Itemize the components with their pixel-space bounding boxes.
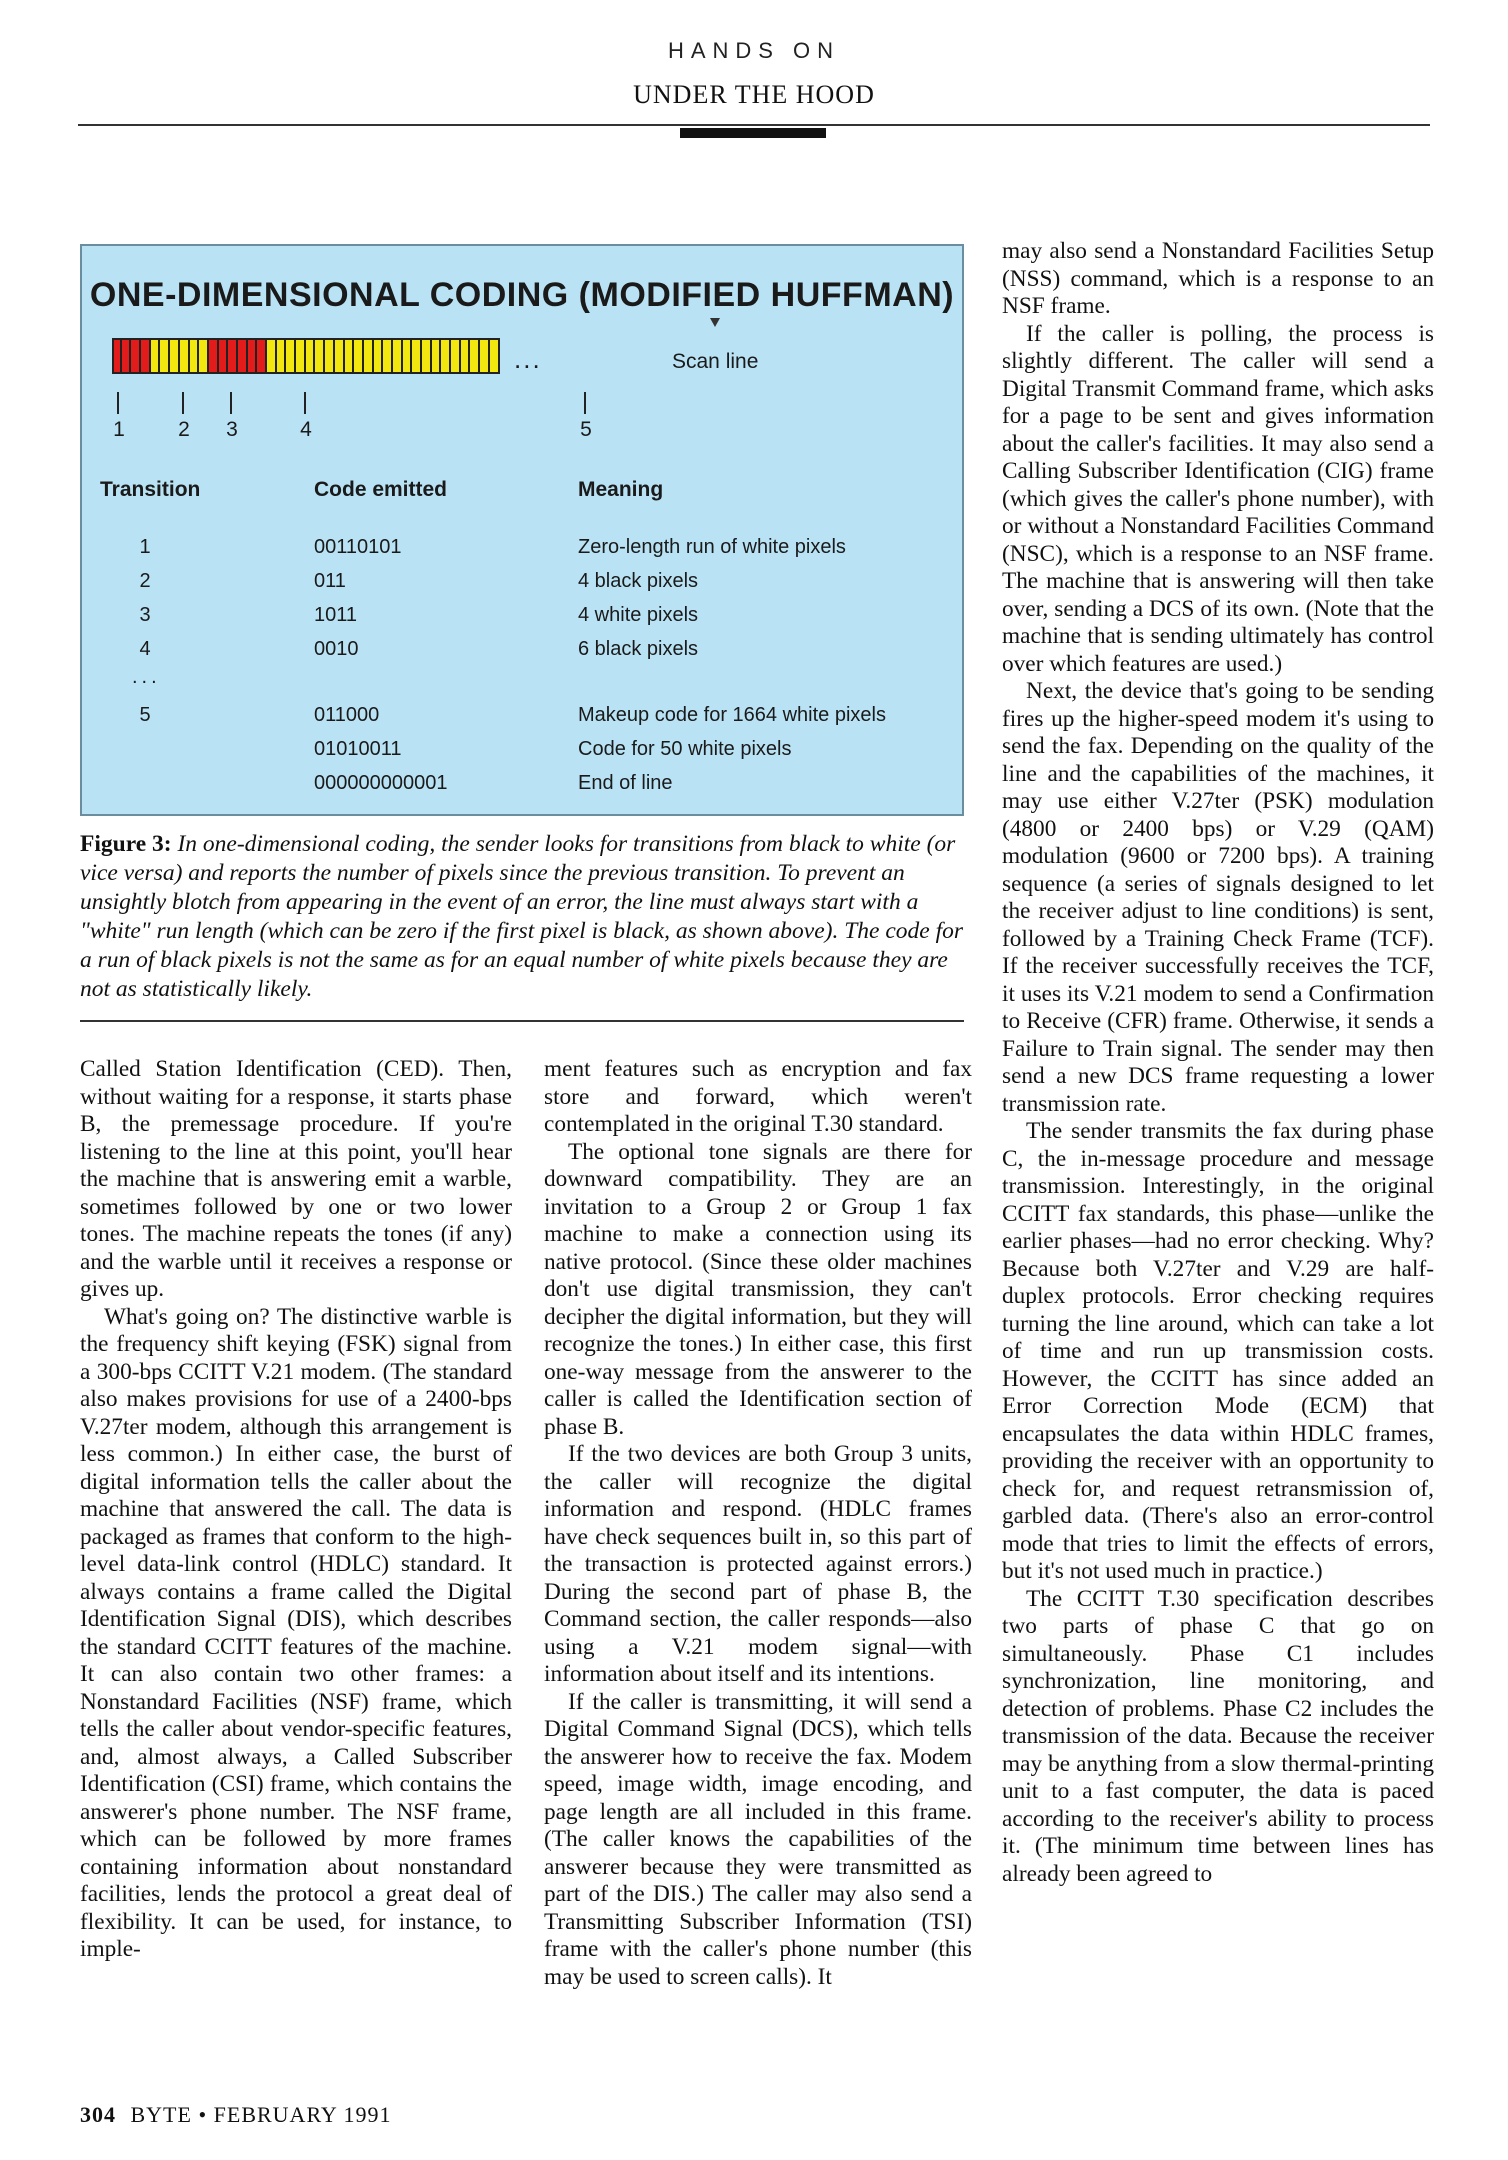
pixel-cell bbox=[306, 338, 316, 374]
pixel-cell bbox=[470, 338, 480, 374]
pixel-cell bbox=[141, 338, 151, 374]
row-meaning: Zero-length run of white pixels bbox=[578, 536, 846, 558]
header-meaning: Meaning bbox=[578, 478, 664, 501]
row-gap-ellipsis: ... bbox=[132, 666, 161, 688]
pixel-cell bbox=[335, 338, 345, 374]
row-meaning: End of line bbox=[578, 772, 673, 794]
pixel-cell bbox=[441, 338, 451, 374]
paragraph: If the caller is transmitting, it will send a Digital Command Signal (DCS), which tells the answerer how to receive the fax. Modem speed, image width, image encoding, and page length are all included in this frame. (The caller knows the capabilities of the answerer because they were transmitted as part of the DIS.) The caller may also send a Transmitting Subscriber Information (TSI) frame with the caller's phone number (this may be used to screen calls). It bbox=[544, 1688, 972, 1990]
row-meaning: 4 white pixels bbox=[578, 604, 699, 626]
paragraph: If the two devices are both Group 3 units, the caller will recognize the digital information and respond. (HDLC frames have check sequences built in, so this part of the transaction is protected against errors.) During the second part of phase B, the Command section, the caller responds—also using a V.21 modem signal—with information about itself and its intentions. bbox=[544, 1441, 972, 1687]
table-row bbox=[82, 772, 962, 802]
pixel-cell bbox=[228, 338, 238, 374]
pixel-cell bbox=[315, 338, 325, 374]
row-code: 0010 bbox=[314, 638, 359, 660]
pixel-cell bbox=[277, 338, 287, 374]
pixel-cell bbox=[480, 338, 490, 374]
tick-label: 2 bbox=[178, 418, 190, 441]
paragraph: If the caller is polling, the process is slightly different. The caller will send a Digital Transmit Command frame, which asks for a page to be sent and gives information about the caller's facilities. It may also send a Calling Subscriber Identification (CIG) frame (which gives the caller's phone number), with or without a Nonstandard Facilities Command (NSC), which is a response to an NSF frame. The machine that is answering will then take over, sending a DCS of its own. (Note that the machine that is sending ultimately has control over which features are used.) bbox=[1002, 320, 1434, 677]
scan-line-label: Scan line bbox=[672, 350, 759, 373]
transition-tick bbox=[304, 392, 306, 414]
scan-arrow-icon bbox=[710, 318, 720, 327]
paragraph: The optional tone signals are there for downward compatibility. They are an invitation to a Group 2 or Group 1 fax machine to make a connection using its native protocol. (Since these older machines don't use digital transmission, they can't decipher the digital information, but they will recognize the tones.) In either case, this first one-way message from the answerer to the caller is called the Identification section of phase B. bbox=[544, 1138, 972, 1440]
pixel-cell bbox=[219, 338, 229, 374]
pixel-cell bbox=[209, 338, 219, 374]
pixel-cell bbox=[238, 338, 248, 374]
row-code: 1011 bbox=[314, 604, 358, 626]
pixel-cell bbox=[432, 338, 442, 374]
pixel-cell bbox=[112, 338, 122, 374]
tick-label: 4 bbox=[300, 418, 312, 441]
transition-tick bbox=[230, 392, 232, 414]
scan-ellipsis: ... bbox=[514, 344, 542, 374]
figure-title: ONE-DIMENSIONAL CODING (MODIFIED HUFFMAN) bbox=[89, 276, 955, 314]
paragraph: ment features such as encryption and fax store and forward, which weren't contemplated in the original T.30 standard. bbox=[544, 1056, 972, 1137]
header-transition: Transition bbox=[100, 478, 201, 501]
table-row bbox=[82, 738, 962, 768]
pixel-cell bbox=[393, 338, 403, 374]
pixel-cell bbox=[325, 338, 335, 374]
pixel-cell bbox=[490, 338, 500, 374]
pixel-cell bbox=[374, 338, 384, 374]
row-code: 01010011 bbox=[314, 738, 402, 760]
scan-line-pixels bbox=[112, 338, 500, 374]
column-2 bbox=[544, 1056, 972, 1991]
paragraph: Called Station Identification (CED). Then, without waiting for a response, it starts phase B, the premessage procedure. If you're listening to the line at this point, you'll hear the machine that is answering emit a warble, sometimes followed by one or two lower tones. The machine repeats the tones (if any) and the warble until it receives a response or gives up. bbox=[80, 1056, 512, 1302]
row-meaning: Makeup code for 1664 white pixels bbox=[578, 704, 886, 726]
table-row bbox=[82, 604, 962, 634]
paragraph: The sender transmits the fax during phase C, the in-message procedure and message transmission. Interestingly, in the original CCITT fax standards, this phase—unlike the earlier phases—had no error checking. Why? Because both V.27ter and V.29 are half-duplex protocols. Error checking requires turning the line around, which can take a lot of time and run up transmission costs. However, the CCITT has since added an Error Correction Mode (ECM) that encapsulates the data within HDLC frames, providing the receiver with an opportunity to check for, and request retransmission of, garbled data. (There's also an error-control mode that tries to limit the effects of errors, but it's not used much in practice.) bbox=[1002, 1118, 1434, 1584]
transition-tick bbox=[584, 392, 586, 414]
pixel-cell bbox=[354, 338, 364, 374]
paragraph: may also send a Nonstandard Facilities Setup (NSS) command, which is a response to an NSF frame. bbox=[1002, 238, 1434, 319]
table-row bbox=[82, 704, 962, 734]
row-meaning: Code for 50 white pixels bbox=[578, 738, 792, 760]
magazine-issue: BYTE • FEBRUARY 1991 bbox=[130, 2102, 392, 2127]
pixel-cell bbox=[451, 338, 461, 374]
paragraph: What's going on? The distinctive warble is the frequency shift keying (FSK) signal from a 300-bps CCITT V.21 modem. (The standard also makes provisions for use of a 2400-bps V.27ter modem, although this arrangement is less common.) In either case, the burst of digital information tells the caller about the machine that answered the call. The data is packaged as frames that conform to the high-level data-link control (HDLC) standard. It always contains a frame called the Digital Identification Signal (DIS), which describes the standard CCITT features of the machine. It can also contain two other frames: a Nonstandard Facilities (NSF) frame, which tells the caller about vendor-specific features, and, almost always, a Called Subscriber Identification (CSI) frame, which contains the answerer's phone number. The NSF frame, which can be followed by more frames containing information about nonstandard facilities, lends the protocol a great deal of flexibility. It can be used, for instance, to imple- bbox=[80, 1303, 512, 1962]
subsection-header: UNDER THE HOOD bbox=[633, 80, 875, 109]
caption-text: In one-dimensional coding, the sender looks for transitions from black to white (or vice versa) and reports the number of pixels since the previous transition. To prevent an unsightly blotch from appearing in the event of an error, the line must always start with a "white" run length (which can be zero if the first pixel is black, as shown above). The code for a run of black pixels is not the same as for an equal number of white pixels because they are not as statistically likely. bbox=[80, 831, 964, 1002]
pixel-cell bbox=[160, 338, 170, 374]
table-row bbox=[82, 638, 962, 668]
page-footer bbox=[80, 2102, 391, 2128]
pixel-cell bbox=[190, 338, 200, 374]
pixel-cell bbox=[248, 338, 258, 374]
tick-label: 3 bbox=[226, 418, 238, 441]
figure-3 bbox=[80, 244, 964, 816]
paragraph: The CCITT T.30 specification describes two parts of phase C that go on simultaneously. Phase C1 includes synchronization, line monitoring, and detection of problems. Phase C2 includes the transmission of the data. Because the receiver may be anything from a slow thermal-printing unit to a fast computer, the data is paced according to the receiver's ability to process it. (The minimum time between lines has already been agreed to bbox=[1002, 1585, 1434, 1887]
caption-rule bbox=[80, 1020, 964, 1022]
header-code: Code emitted bbox=[314, 478, 448, 501]
pixel-cell bbox=[461, 338, 471, 374]
transition-tick bbox=[117, 392, 119, 414]
transition-tick bbox=[182, 392, 184, 414]
pixel-cell bbox=[296, 338, 306, 374]
row-transition: 3 bbox=[139, 604, 151, 626]
column-1 bbox=[80, 1056, 512, 1964]
table-row bbox=[82, 536, 962, 566]
row-transition: 1 bbox=[139, 536, 151, 558]
pixel-cell bbox=[364, 338, 374, 374]
pixel-cell bbox=[257, 338, 267, 374]
pixel-cell bbox=[151, 338, 161, 374]
tick-label: 5 bbox=[580, 418, 592, 441]
pixel-cell bbox=[199, 338, 209, 374]
tick-label: 1 bbox=[113, 418, 125, 441]
row-code: 000000000001 bbox=[314, 772, 448, 794]
row-meaning: 4 black pixels bbox=[578, 570, 699, 592]
header-rule bbox=[78, 124, 1430, 126]
row-transition: 4 bbox=[139, 638, 151, 660]
pixel-cell bbox=[170, 338, 180, 374]
header-bar bbox=[680, 128, 826, 138]
row-transition: 2 bbox=[139, 570, 151, 592]
row-transition: 5 bbox=[139, 704, 151, 726]
pixel-cell bbox=[412, 338, 422, 374]
pixel-cell bbox=[180, 338, 190, 374]
pixel-cell bbox=[403, 338, 413, 374]
pixel-cell bbox=[422, 338, 432, 374]
pixel-cell bbox=[267, 338, 277, 374]
page-number: 304 bbox=[80, 2102, 116, 2127]
pixel-cell bbox=[345, 338, 355, 374]
row-meaning: 6 black pixels bbox=[578, 638, 699, 660]
row-code: 00110101 bbox=[314, 536, 402, 558]
row-code: 011 bbox=[314, 570, 346, 592]
pixel-cell bbox=[122, 338, 132, 374]
table-row bbox=[82, 570, 962, 600]
section-header: HANDS ON bbox=[667, 38, 841, 63]
figure-caption bbox=[80, 830, 964, 1004]
pixel-cell bbox=[131, 338, 141, 374]
pixel-cell bbox=[383, 338, 393, 374]
pixel-cell bbox=[286, 338, 296, 374]
column-3 bbox=[1002, 238, 1434, 1888]
row-code: 011000 bbox=[314, 704, 380, 726]
caption-label: Figure 3: bbox=[80, 831, 172, 857]
paragraph: Next, the device that's going to be sending fires up the higher-speed modem it's using to send the fax. Depending on the quality of the line and the capabilities of the machines, it may use either V.27ter (PSK) modulation (4800 or 2400 bps) or V.29 (QAM) modulation (9600 or 7200 bps). A training sequence (a series of signals designed to let the receiver adjust to line conditions) is sent, followed by a Training Check Frame (TCF). If the receiver successfully receives the TCF, it uses its V.21 modem to send a Confirmation to Receive (CFR) frame. Otherwise, it sends a Failure to Train signal. The sender may then send a new DCS frame requesting a lower transmission rate. bbox=[1002, 678, 1434, 1117]
